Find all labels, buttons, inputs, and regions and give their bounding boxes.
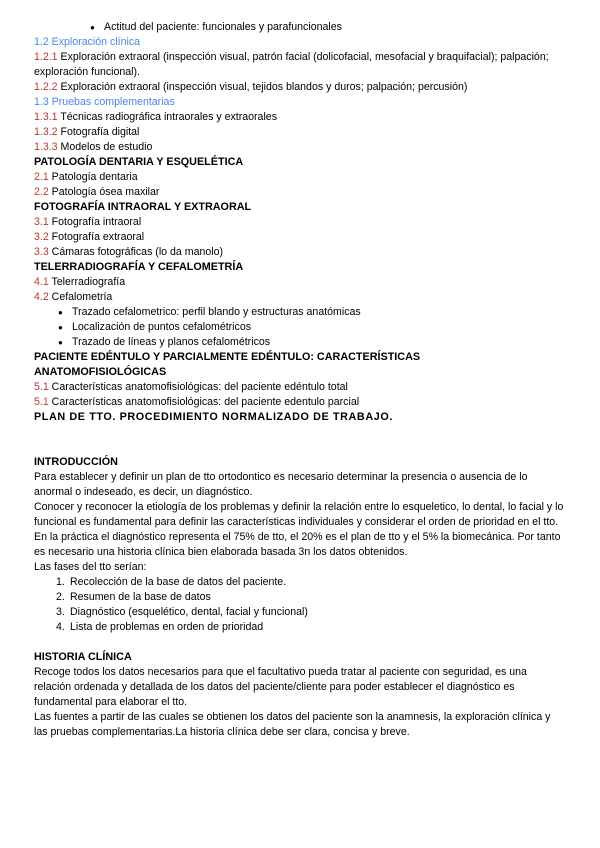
section-4-1: 4.1 Telerradiografía: [34, 276, 126, 288]
heading-telerradiografia: TELERRADIOGRAFÍA Y CEFALOMETRÍA: [34, 261, 244, 273]
document-page: [34, 20, 564, 740]
intro-paragraph-2: Conocer y reconocer la etiología de los problemas y definir la relación entre lo esqueletico, lo dental, lo facial y lo funcional es fundamental para definir las características individuales y considerar el orden de prioridad en el tto.: [34, 501, 564, 528]
intro-paragraph-3: En la práctica el diagnóstico representa el 75% de tto, el 20% es el plan de tto y el 5% la biomecánica. Por tanto es necesario una historia clínica bien elaborada basada 3n los datos obtenidos.: [34, 531, 561, 558]
section-1-2-2: 1.2.2 Exploración extraoral (inspección visual, tejidos blandos y duros; palpación; percusión): [34, 81, 468, 93]
heading-plan-tto: PLAN DE TTO. PROCEDIMIENTO NORMALIZADO DE TRABAJO.: [34, 411, 393, 423]
section-4-2: 4.2 Cefalometría: [34, 291, 113, 303]
outline-bullet-actitud: ● Actitud del paciente: funcionales y parafuncionales: [104, 20, 564, 35]
section-3-3: 3.3 Cámaras fotográficas (lo da manolo): [34, 246, 224, 258]
section-1-2-1: 1.2.1 Exploración extraoral (inspección visual, patrón facial (dolicofacial, mesofacial y braquifacial); palpación; exploración funcional).: [34, 51, 549, 78]
heading-historia-clinica: HISTORIA CLÍNICA: [34, 651, 132, 663]
intro-paragraph-4: Las fases del tto serían:: [34, 561, 147, 573]
phase-item-1: 1. Recolección de la base de datos del paciente.: [56, 576, 287, 588]
section-3-2: 3.2 Fotografía extraoral: [34, 231, 145, 243]
section-3-1: 3.1 Fotografía intraoral: [34, 216, 142, 228]
heading-patologia: PATOLOGÍA DENTARIA Y ESQUELÉTICA: [34, 156, 244, 168]
section-1-3-2: 1.3.2 Fotografía digital: [34, 126, 140, 138]
historia-paragraph-1: Recoge todos los datos necesarios para que el facultativo pueda tratar al paciente con seguridad, es una relación ordenada y detallada de los datos del paciente/cliente para poder establecer el diagnóstico es fundamental para elaborar el tto.: [34, 666, 527, 708]
section-1-3: 1.3 Pruebas complementarias: [34, 96, 175, 108]
intro-paragraph-1: Para establecer y definir un plan de tto ortodontico es necesario determinar la presencia o ausencia de lo anormal o indeseado, es decir, un diagnóstico.: [34, 471, 528, 498]
phase-item-3: 3. Diagnóstico (esquelético, dental, facial y funcional): [56, 606, 308, 618]
section-5-1-total: 5.1 Características anatomofisiológicas: del paciente edéntulo total: [34, 381, 348, 393]
heading-paciente-edentulo: PACIENTE EDÉNTULO Y PARCIALMENTE EDÉNTULO: CARACTERÍSTICAS ANATOMOFISIOLÓGICAS: [34, 351, 421, 378]
heading-introduccion: INTRODUCCIÓN: [34, 456, 118, 468]
section-2-2: 2.2 Patología ósea maxilar: [34, 186, 160, 198]
historia-paragraph-2: Las fuentes a partir de las cuales se obtienen los datos del paciente son la anamnesis, la exploración clínica y las pruebas complementarias.La historia clínica debe ser clara, concisa y breve.: [34, 711, 551, 738]
section-1-3-1: 1.3.1 Técnicas radiográfica intraorales y extraorales: [34, 111, 277, 123]
heading-fotografia: FOTOGRAFÍA INTRAORAL Y EXTRAORAL: [34, 201, 252, 213]
bullet-trazado-lineas: ● Trazado de líneas y planos cefalométricos: [72, 335, 564, 350]
section-5-1-parcial: 5.1 Características anatomofisiológicas: del paciente edentulo parcial: [34, 396, 360, 408]
bullet-localizacion-puntos: ● Localización de puntos cefalométricos: [72, 320, 564, 335]
phase-item-2: 2. Resumen de la base de datos: [56, 591, 211, 603]
phase-item-4: 4. Lista de problemas en orden de prioridad: [56, 621, 264, 633]
section-1-2: 1.2 Exploración clínica: [34, 36, 141, 48]
section-1-3-3: 1.3.3 Modelos de estudio: [34, 141, 153, 153]
bullet-trazado-cefalometrico: ● Trazado cefalometrico: perfil blando y estructuras anatómicas: [72, 305, 564, 320]
section-2-1: 2.1 Patología dentaria: [34, 171, 138, 183]
